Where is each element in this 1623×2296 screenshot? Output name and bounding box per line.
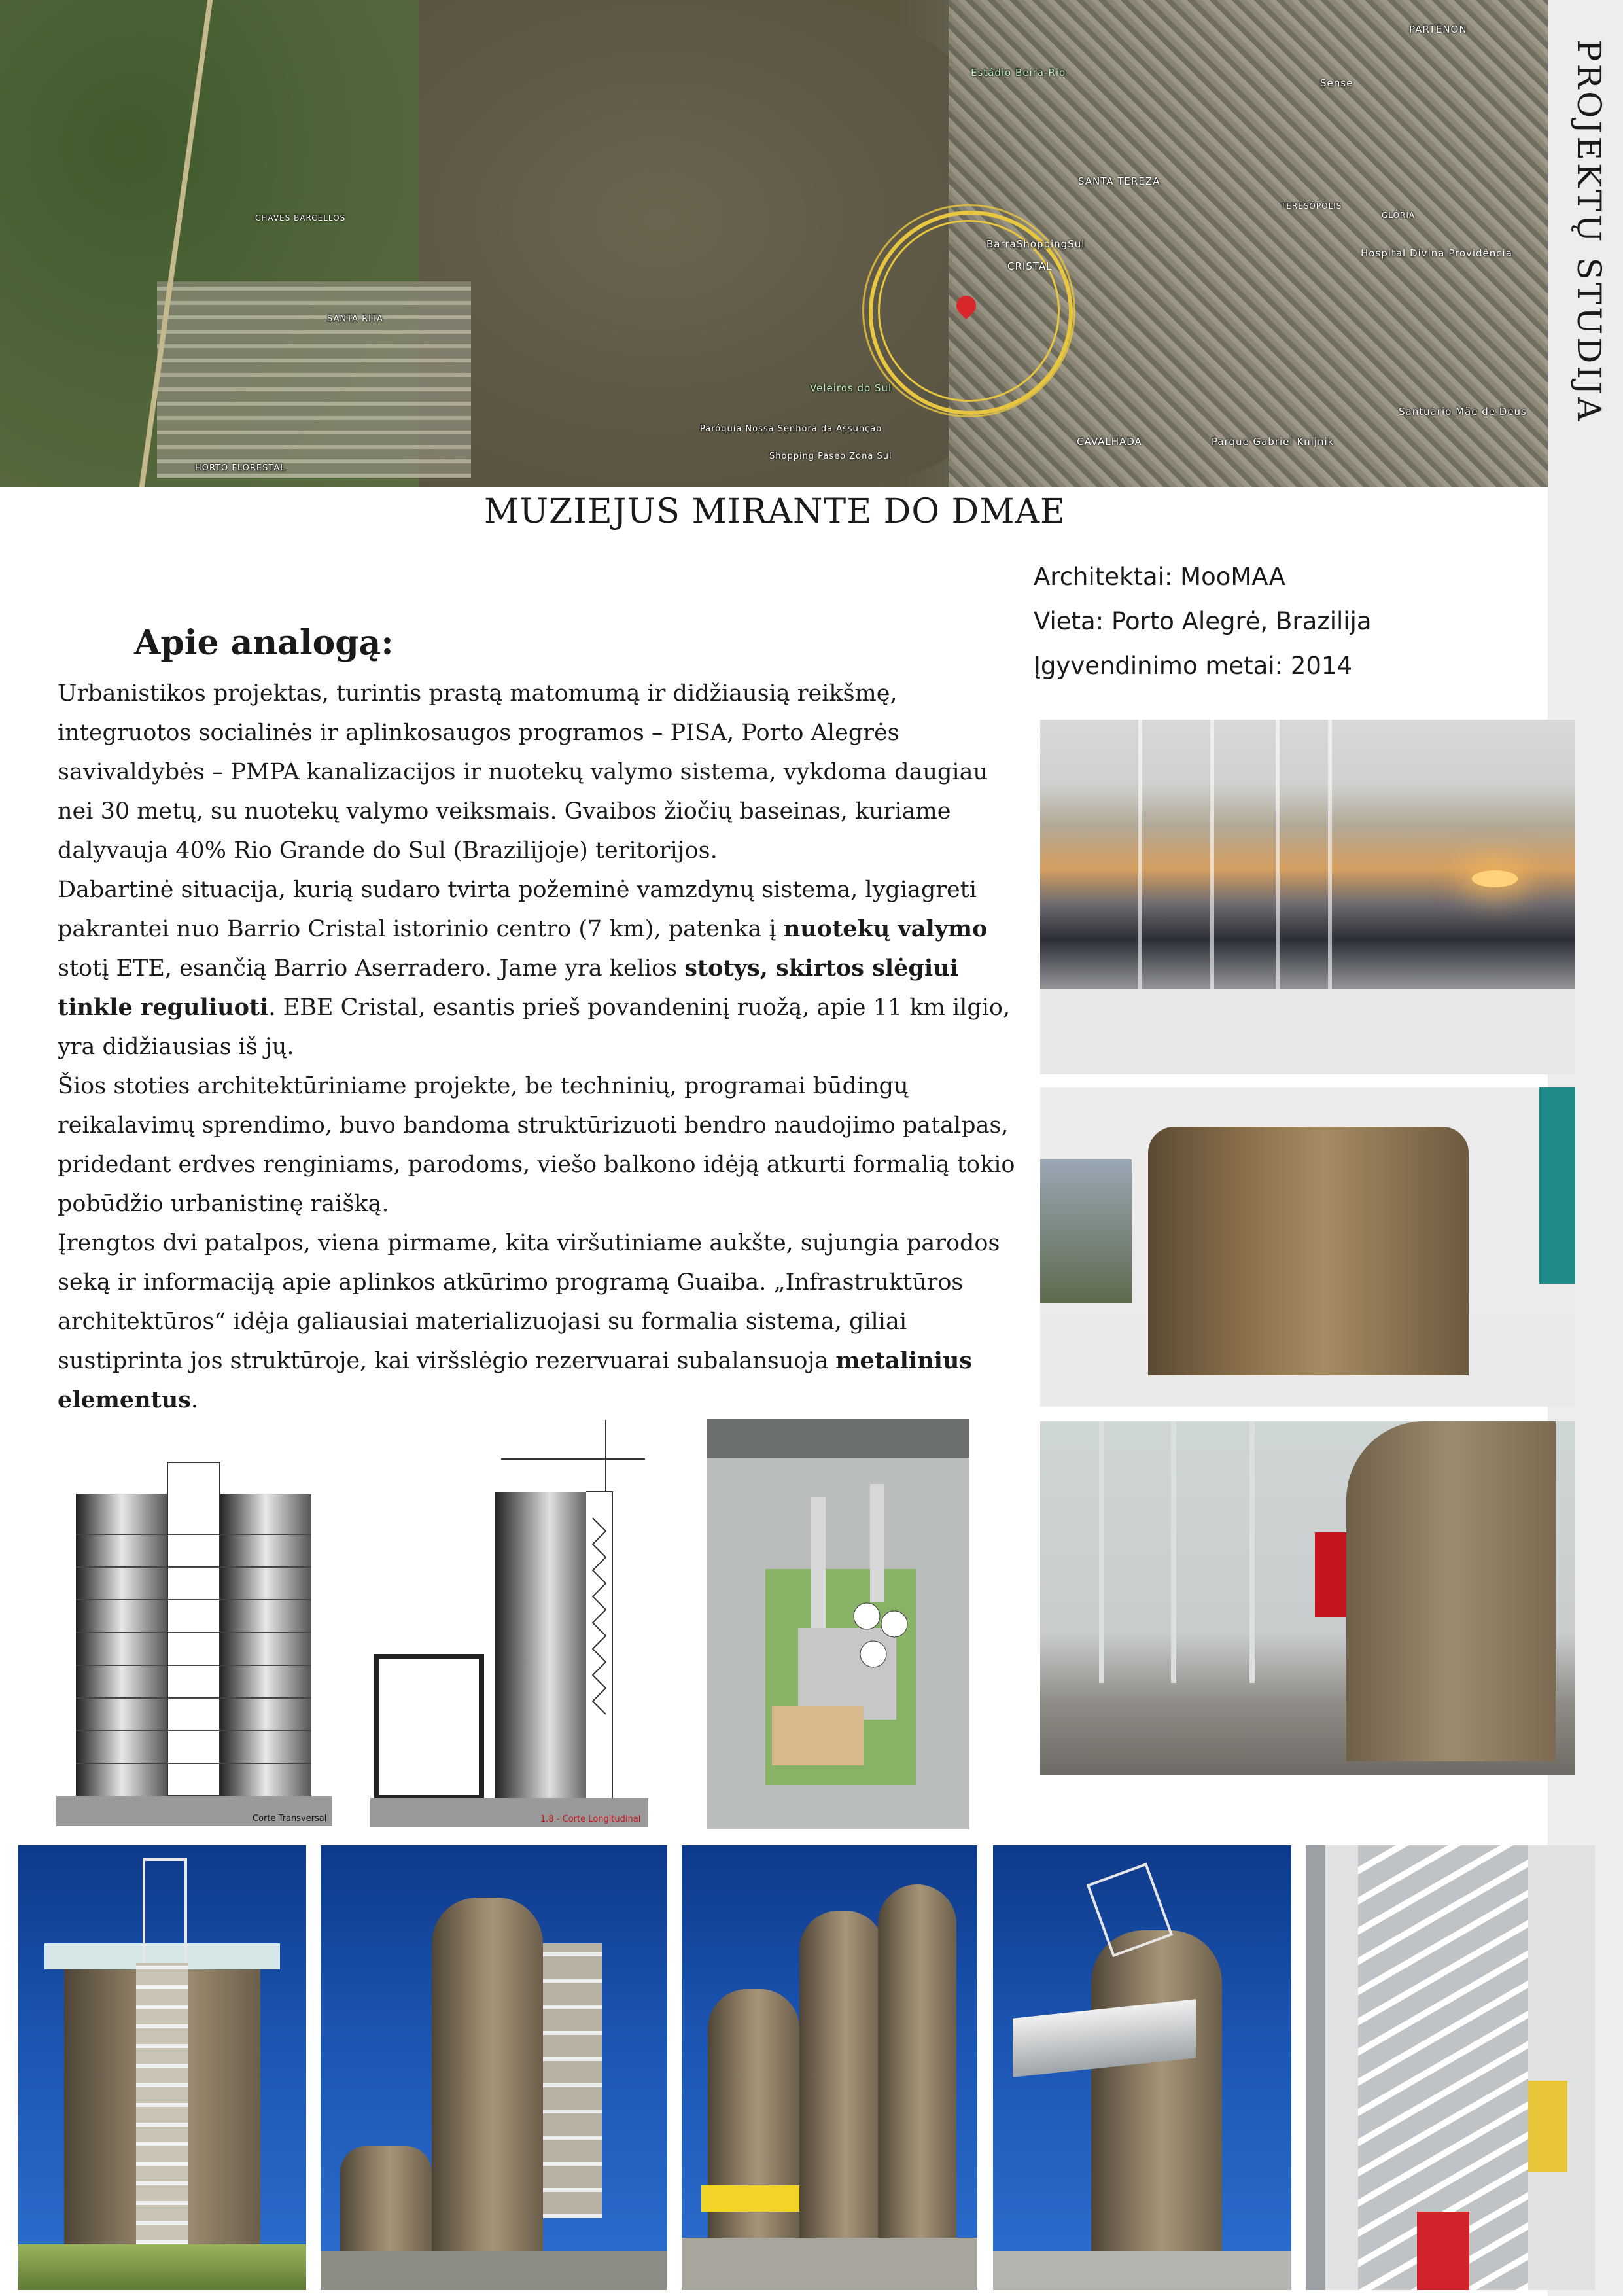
red-elevator-door	[1315, 1532, 1348, 1617]
map-urban-grid	[157, 281, 471, 478]
longitudinal-section-drawing	[370, 1413, 648, 1827]
year-fact: Įgyvendinimo metai: 2014	[1034, 652, 1352, 680]
exterior-photo-top	[993, 1845, 1291, 2290]
map-label: CAVALHADA	[1077, 436, 1142, 448]
map-label: Veleiros do Sul	[810, 382, 892, 394]
map-label: GLÓRIA	[1382, 211, 1416, 220]
map-label: BarraShoppingSul	[986, 238, 1085, 250]
sunset-sun	[1472, 870, 1518, 887]
page-title: MUZIEJUS MIRANTE DO DMAE	[484, 492, 1066, 531]
map-label: Estádio Beira-Rio	[971, 67, 1066, 79]
description-text	[58, 674, 1019, 1420]
silo-interior-photo	[1040, 1087, 1575, 1407]
concrete-silo	[1148, 1127, 1469, 1375]
drawing-label: 1.8 - Corte Longitudinal	[540, 1814, 641, 1824]
aerial-map	[0, 0, 1548, 487]
map-label: Sense	[1320, 77, 1353, 89]
location-fact: Vieta: Porto Alegrė, Brazilija	[1034, 607, 1372, 635]
map-label: SANTA RITA	[327, 314, 383, 324]
balcony-photo	[1040, 720, 1575, 1074]
stair-interior-photo	[1306, 1845, 1595, 2290]
exterior-photo-side	[321, 1845, 667, 2290]
map-label: TERESÓPOLIS	[1281, 202, 1342, 211]
entrance-photo	[1040, 1421, 1575, 1775]
architects-fact: Architektai: MooMAA	[1034, 563, 1285, 591]
map-label: Shopping Paseo Zona Sul	[769, 451, 892, 461]
map-label: Santuário Mãe de Deus	[1399, 406, 1527, 417]
drawing-label: Corte Transversal	[253, 1814, 327, 1824]
map-label: CHAVES BARCELLOS	[255, 213, 346, 222]
paragraph: Įrengtos dvi patalpos, viena pirmame, kita viršutiniame aukšte, sujungia parodos seką ir informaciją apie aplinkos atkūrimo programą Guaiba. „Infrastruktūros architektūros“ idėja galiausiai materializuojasi su formalia sistema, giliai sustiprinta jos struktūroje, kai viršslėgio rezervuarai subalansuoja metalinius elementus.	[58, 1230, 1000, 1413]
exterior-photo-silos	[682, 1845, 977, 2290]
paragraph: Urbanistikos projektas, turintis prastą matomumą ir didžiausią reikšmę, integruotos socialinės ir aplinkosaugos programos – PISA, Porto Alegrės savivaldybės – PMPA kanalizacijos ir nuotekų valymo sistema, vykdoma daugiau nei 30 metų, su nuotekų valymo veiksmais. Gvaibos žiočių baseinas, kuriame dalyvauja 40% Rio Grande do Sul (Brazilijoje) teritorijos.	[58, 680, 988, 864]
cross-section-drawing	[56, 1436, 332, 1826]
project-facts	[1034, 555, 1372, 688]
site-plan-drawing	[707, 1419, 969, 1829]
concrete-silo	[1346, 1421, 1556, 1761]
paragraph: Dabartinė situacija, kurią sudaro tvirta požeminė vamzdynų sistema, lygiagreti pakrantei nuo Barrio Cristal istorinio centro (7 km), patenka į nuotekų valymo stotį ETE, esančią Barrio Aserradero. Jame yra kelios stotys, skirtos slėgiui tinkle reguliuoti. EBE Cristal, esantis prieš povandeninį ruožą, apie 11 km ilgio, yra didžiausias iš jų.	[58, 877, 1011, 1060]
exterior-photo-front	[18, 1845, 306, 2290]
map-label: PARTENON	[1409, 24, 1467, 35]
map-label: CRISTAL	[1007, 260, 1053, 272]
map-label: HORTO FLORESTAL	[195, 463, 286, 473]
paragraph: Šios stoties architektūriniame projekte, be techninių, programai būdingų reikalavimų sprendimo, buvo bandoma struktūrizuoti bendro naudojimo patalpas, pridedant erdves renginiams, parodoms, viešo balkono idėją atkurti formalią tokio pobūdžio urbanistinę raišką.	[58, 1073, 1015, 1217]
map-label: Hospital Divina Providência	[1361, 247, 1512, 259]
map-label: SANTA TEREZA	[1078, 175, 1161, 187]
section-title: Apie analogą:	[134, 623, 394, 663]
map-label: Paróquia Nossa Senhora da Assunção	[700, 424, 882, 434]
sidebar-label: PROJEKTŲ STUDIJA	[1570, 39, 1608, 424]
map-label: Parque Gabriel Knijnik	[1212, 436, 1335, 448]
